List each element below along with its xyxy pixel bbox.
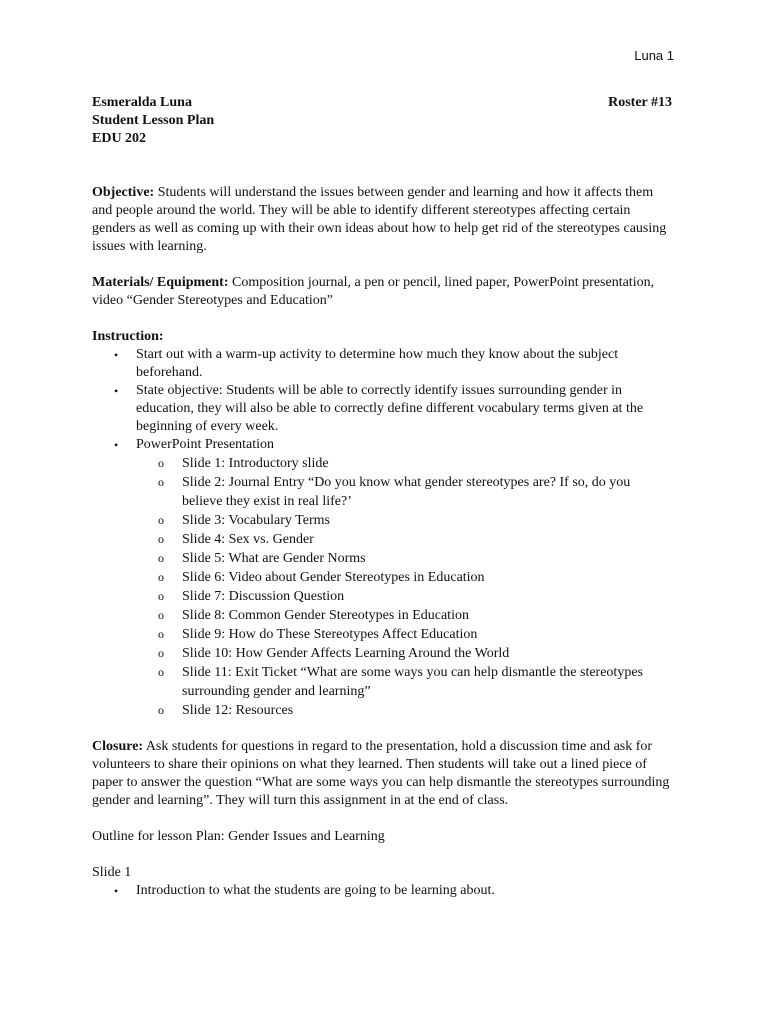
slide-item-text: Slide 9: How do These Stereotypes Affect Education	[182, 627, 478, 642]
slide-item	[158, 663, 672, 701]
outline-list	[92, 882, 672, 900]
materials-paragraph	[92, 274, 672, 310]
list-item	[114, 882, 672, 900]
list-item	[114, 346, 672, 382]
bullet-icon: •	[114, 384, 119, 398]
list-item-text: Start out with a warm-up activity to determine how much they know about the subject beforehand.	[136, 347, 619, 380]
bullet-icon: •	[114, 884, 119, 898]
slide-item-text: Slide 4: Sex vs. Gender	[182, 532, 314, 547]
list-item	[114, 436, 672, 720]
list-item-text: State objective: Students will be able to correctly identify issues surrounding gender in education, they will also be able to correctly define different vocabulary terms given at the beginning of every week.	[136, 383, 644, 434]
list-item	[114, 382, 672, 436]
objective-label: Objective:	[92, 185, 155, 200]
slide-item-text: Slide 1: Introductory slide	[182, 456, 329, 471]
circle-bullet-icon: o	[158, 665, 164, 679]
instruction-heading: Instruction:	[92, 329, 164, 344]
circle-bullet-icon: o	[158, 532, 164, 546]
circle-bullet-icon: o	[158, 703, 164, 717]
slide-item	[158, 549, 672, 568]
materials-label: Materials/ Equipment:	[92, 275, 229, 290]
running-head: Luna 1	[634, 48, 674, 63]
circle-bullet-icon: o	[158, 513, 164, 527]
bullet-icon: •	[114, 438, 119, 452]
materials-text: Composition journal, a pen or pencil, lined paper, PowerPoint presentation, video “Gender Stereotypes and Education”	[92, 275, 655, 308]
slide-item	[158, 625, 672, 644]
circle-bullet-icon: o	[158, 551, 164, 565]
outline-title: Outline for lesson Plan: Gender Issues and Learning	[92, 829, 385, 844]
slide-item	[158, 701, 672, 720]
slide-item-text: Slide 8: Common Gender Stereotypes in Education	[182, 608, 469, 623]
outline-slide-heading: Slide 1	[92, 865, 132, 880]
list-item-text: PowerPoint Presentation	[136, 437, 275, 452]
slide-item-text: Slide 11: Exit Ticket “What are some ways you can help dismantle the stereotypes surrounding gender and learning”	[182, 665, 643, 699]
slide-item-text: Slide 2: Journal Entry “Do you know what gender stereotypes are? If so, do you believe they exist in real life?’	[182, 475, 631, 509]
slide-item-text: Slide 5: What are Gender Norms	[182, 551, 366, 566]
slide-item	[158, 644, 672, 663]
header-line-name	[92, 94, 672, 112]
slide-item	[158, 473, 672, 511]
circle-bullet-icon: o	[158, 570, 164, 584]
circle-bullet-icon: o	[158, 475, 164, 489]
circle-bullet-icon: o	[158, 608, 164, 622]
circle-bullet-icon: o	[158, 589, 164, 603]
document-type: Student Lesson Plan	[92, 113, 215, 128]
slide-item-text: Slide 12: Resources	[182, 703, 294, 718]
closure-label: Closure:	[92, 739, 144, 754]
slide-item	[158, 587, 672, 606]
course-code: EDU 202	[92, 131, 147, 146]
objective-text: Students will understand the issues between gender and learning and how it affects them and people around the world. They will be able to identify different stereotypes affecting certain genders as well as coming up with their own ideas about how to help get rid of the stereotypes causing issues with learning.	[92, 185, 667, 254]
author-name: Esmeralda Luna	[92, 95, 192, 110]
objective-paragraph	[92, 184, 672, 256]
slide-item	[158, 568, 672, 587]
slide-item	[158, 530, 672, 549]
slide-item-text: Slide 10: How Gender Affects Learning Around the World	[182, 646, 510, 661]
slide-item	[158, 606, 672, 625]
slide-item-text: Slide 7: Discussion Question	[182, 589, 345, 604]
circle-bullet-icon: o	[158, 456, 164, 470]
slide-list	[136, 454, 672, 720]
document-body	[92, 94, 672, 900]
slide-item-text: Slide 3: Vocabulary Terms	[182, 513, 330, 528]
list-item-text: Introduction to what the students are going to be learning about.	[136, 883, 495, 898]
circle-bullet-icon: o	[158, 627, 164, 641]
closure-paragraph	[92, 738, 672, 810]
closure-text: Ask students for questions in regard to the presentation, hold a discussion time and ask for volunteers to share their opinions on what they learned. Then students will take out a lined piece of paper to answer the question “What are some ways you can help dismantle the stereotypes surrounding gender and learning”. They will turn this assignment in at the end of class.	[92, 739, 670, 808]
slide-item-text: Slide 6: Video about Gender Stereotypes in Education	[182, 570, 485, 585]
bullet-icon: •	[114, 348, 119, 362]
instruction-list	[92, 346, 672, 720]
slide-item	[158, 511, 672, 530]
slide-item	[158, 454, 672, 473]
roster-number: Roster #13	[608, 95, 672, 110]
circle-bullet-icon: o	[158, 646, 164, 660]
